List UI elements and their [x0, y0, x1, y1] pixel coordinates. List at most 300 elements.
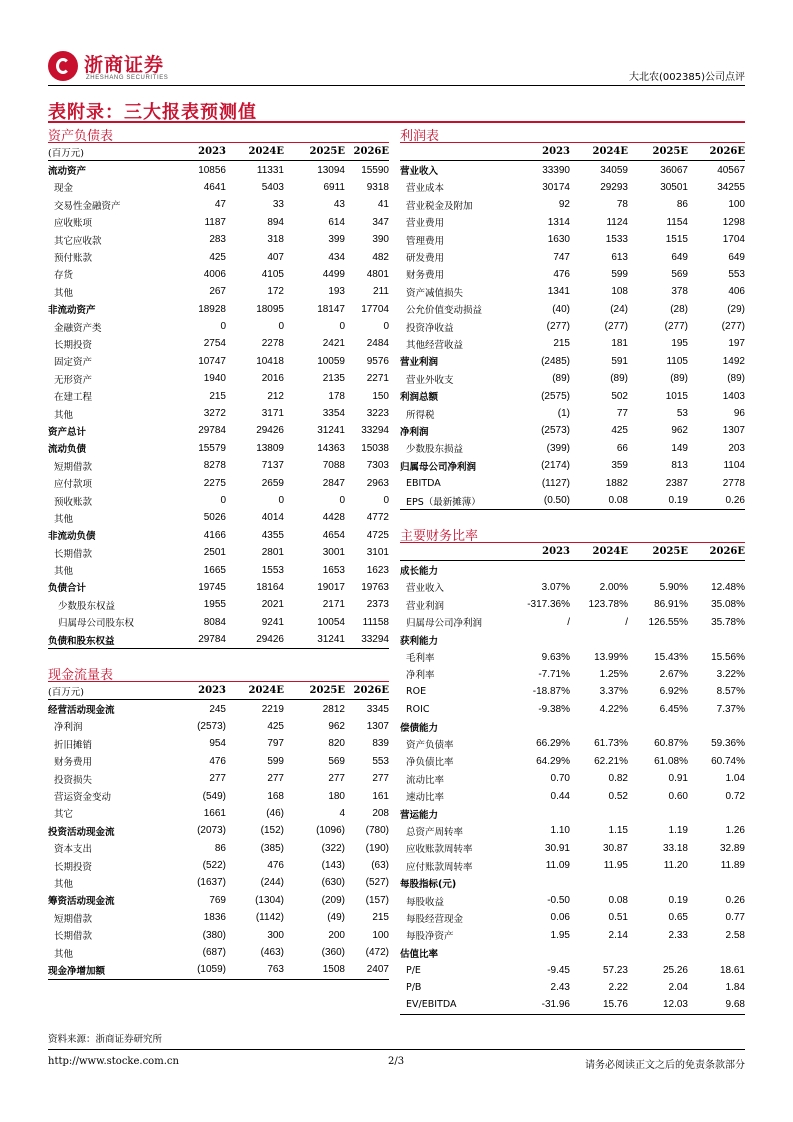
row-value: (527) — [365, 877, 389, 889]
row-value: 3354 — [322, 408, 345, 420]
row-label: 营业收入 — [406, 583, 445, 595]
year-header: 2024E — [226, 143, 284, 161]
row-value: 60.87% — [654, 738, 688, 750]
table-row — [400, 944, 745, 961]
row-label: 预付账款 — [54, 253, 93, 265]
row-label: 获利能力 — [400, 635, 439, 647]
row-label: 营业费用 — [406, 218, 445, 230]
row-value: (24) — [610, 303, 628, 315]
row-value — [570, 805, 628, 822]
table-row — [48, 857, 389, 874]
row-value: 33294 — [345, 631, 389, 649]
row-value: 30174 — [542, 181, 570, 193]
row-label: 其他 — [54, 878, 74, 890]
row-label: 营业利润 — [406, 600, 445, 612]
table-row — [48, 231, 389, 248]
row-value: 18928 — [198, 303, 226, 315]
row-label: 应付账款周转率 — [406, 861, 473, 873]
table-row — [48, 196, 389, 213]
row-label: 每股指标(元) — [400, 879, 457, 891]
table-row — [48, 787, 389, 804]
row-value: (2174) — [541, 460, 570, 472]
row-value: (89) — [610, 373, 628, 385]
row-label: 流动比率 — [406, 774, 445, 786]
row-value: 2812 — [322, 703, 345, 715]
row-value: 2754 — [203, 338, 226, 350]
row-value: 35.78% — [711, 616, 745, 628]
row-label: 交易性金融资产 — [54, 200, 121, 212]
row-value: / — [567, 616, 570, 628]
row-value: 0 — [220, 495, 226, 506]
row-label: 无形资产 — [54, 374, 93, 386]
table-row — [48, 631, 389, 649]
row-value: 13809 — [256, 442, 284, 454]
row-label: 其他 — [54, 513, 74, 525]
row-value: 8.57% — [716, 686, 745, 698]
table-row — [400, 283, 745, 300]
row-value: 11.09 — [545, 860, 570, 872]
row-value: 43 — [333, 199, 345, 211]
row-label: 归属母公司净利润 — [406, 618, 483, 630]
row-value: 0 — [278, 495, 284, 506]
row-value: 3.22% — [716, 668, 745, 680]
row-label: 每股净资产 — [406, 931, 454, 943]
table-row — [48, 944, 389, 961]
table-row — [400, 474, 745, 491]
row-value: 434 — [328, 251, 345, 263]
table-row — [48, 805, 389, 822]
row-value: 11.89 — [720, 860, 745, 872]
row-value: 3101 — [366, 547, 389, 559]
footer-website-link[interactable]: http://www.stocke.com.cn — [48, 1056, 179, 1067]
row-label: 利润总额 — [400, 392, 439, 404]
row-value: 2484 — [366, 338, 389, 350]
row-value: (89) — [552, 373, 570, 385]
row-value — [515, 561, 570, 579]
row-value: 277 — [328, 773, 345, 785]
row-label: P/B — [406, 981, 422, 993]
row-label: 研发费用 — [406, 253, 445, 265]
row-value: 1882 — [605, 477, 628, 489]
row-value: 1653 — [322, 564, 345, 576]
row-value: 34059 — [600, 164, 628, 176]
row-value — [688, 944, 745, 961]
row-value: 3001 — [322, 547, 345, 559]
table-row — [400, 822, 745, 839]
row-label: 存货 — [54, 270, 74, 282]
row-value: (29) — [727, 303, 745, 315]
row-value: (1096) — [316, 825, 345, 837]
row-value: 11.95 — [603, 860, 628, 872]
row-value: 4006 — [203, 268, 226, 280]
row-value: 77 — [616, 408, 628, 420]
year-header: 2023 — [175, 143, 226, 161]
table-row — [400, 440, 745, 457]
row-value: 813 — [671, 460, 688, 472]
table-row — [48, 422, 389, 439]
table-row — [48, 822, 389, 839]
year-header: 2024E — [570, 143, 628, 161]
cashflow-table — [48, 682, 389, 980]
year-header: 2026E — [688, 143, 745, 161]
row-value: 7137 — [261, 460, 284, 472]
row-value: 195 — [671, 338, 688, 350]
table-row — [400, 353, 745, 370]
row-value: 0.26 — [688, 492, 745, 510]
row-value: -9.45 — [547, 964, 570, 976]
table-row — [48, 492, 389, 509]
row-value: 2963 — [366, 477, 389, 489]
row-value: -9.38% — [538, 703, 570, 715]
row-value: 0 — [383, 495, 389, 506]
row-value — [628, 805, 688, 822]
row-value — [688, 805, 745, 822]
row-label: 折旧摊销 — [54, 739, 93, 751]
row-label: ROE — [406, 686, 427, 698]
row-value: 5403 — [261, 181, 284, 193]
row-value: 839 — [372, 738, 389, 750]
row-value: 1955 — [203, 599, 226, 611]
table-row — [400, 492, 745, 510]
row-value: 29784 — [175, 631, 226, 649]
row-label: ROIC — [406, 703, 430, 715]
table-row — [48, 214, 389, 231]
row-label: 固定资产 — [54, 357, 93, 369]
row-value: 96 — [733, 408, 745, 420]
table-row — [400, 683, 745, 700]
row-value: 215 — [372, 912, 389, 924]
row-label: 非流动负债 — [48, 531, 96, 543]
row-value: 2778 — [722, 477, 745, 489]
row-value: 203 — [728, 442, 745, 454]
row-label: 资本支出 — [54, 844, 93, 856]
row-value: 2659 — [261, 477, 284, 489]
row-value: 34255 — [717, 181, 745, 193]
row-label: 短期借款 — [54, 913, 93, 925]
balance-sheet-table — [48, 143, 389, 649]
row-value: 31241 — [317, 425, 345, 437]
table-row — [400, 161, 745, 179]
table-row — [48, 579, 389, 596]
row-value: 108 — [611, 286, 628, 298]
row-value: 35.08% — [711, 599, 745, 611]
row-value: (89) — [727, 373, 745, 385]
row-value: (277) — [721, 321, 745, 333]
row-value: 31241 — [284, 631, 345, 649]
row-value: 4725 — [366, 529, 389, 541]
table-row — [48, 892, 389, 909]
row-value: (277) — [664, 321, 688, 333]
row-value: 0 — [383, 321, 389, 333]
row-value: 1.15 — [608, 825, 628, 837]
row-value: / — [625, 616, 628, 628]
row-value: 0.44 — [550, 790, 570, 802]
row-value: (157) — [365, 894, 389, 906]
table-row — [48, 509, 389, 526]
row-value: 5.90% — [659, 581, 688, 593]
header-blank — [400, 543, 515, 561]
row-label: 在建工程 — [54, 392, 93, 404]
row-value: 4166 — [203, 529, 226, 541]
row-value: 0.08 — [608, 895, 628, 906]
row-value: 1307 — [722, 425, 745, 437]
table-row — [400, 770, 745, 787]
row-value: 954 — [209, 738, 226, 750]
row-value: 78 — [616, 199, 628, 211]
balance-sheet-title: 资产负债表 — [48, 129, 114, 144]
row-value: 62.21% — [594, 755, 628, 767]
row-value: 9318 — [366, 181, 389, 193]
row-value: 962 — [328, 720, 345, 732]
zheshang-logo — [48, 48, 198, 88]
table-row — [400, 805, 745, 822]
row-label: 应收账项 — [54, 218, 93, 230]
table-row — [48, 926, 389, 943]
ratios-table — [400, 543, 745, 1015]
table-row — [400, 301, 745, 318]
row-label: 营业外收支 — [406, 374, 454, 386]
row-label: 其他 — [54, 409, 74, 421]
row-value: 245 — [209, 703, 226, 715]
table-row — [48, 527, 389, 544]
row-value: 2271 — [366, 373, 389, 385]
year-header: 2026E — [688, 543, 745, 561]
row-value: 4772 — [366, 512, 389, 524]
row-value: 569 — [671, 268, 688, 280]
row-value: 30501 — [660, 181, 688, 193]
year-header: 2025E — [628, 543, 688, 561]
row-value: 4801 — [366, 268, 389, 280]
row-value — [628, 944, 688, 961]
row-value: 18164 — [256, 581, 284, 593]
row-value: 0.72 — [725, 790, 745, 802]
row-value: 1.19 — [668, 825, 688, 837]
row-value: 215 — [209, 390, 226, 402]
row-label: 净利润 — [400, 426, 429, 438]
row-value: 13094 — [317, 164, 345, 176]
row-value: 277 — [267, 773, 284, 785]
row-value: (780) — [365, 825, 389, 837]
row-label: 总资产周转率 — [406, 826, 464, 838]
row-value: 1940 — [203, 373, 226, 385]
row-label: 其它应收款 — [54, 235, 102, 247]
table-row — [48, 353, 389, 370]
row-label: 负债合计 — [48, 583, 87, 595]
row-value: 894 — [267, 216, 284, 228]
row-value: (46) — [266, 807, 284, 819]
row-value: 36067 — [660, 164, 688, 176]
row-value: (399) — [546, 442, 570, 454]
row-value: 649 — [728, 251, 745, 263]
row-label: 速动比率 — [406, 792, 445, 804]
row-value: 1.26 — [725, 825, 745, 837]
row-value: 1307 — [366, 720, 389, 732]
row-label: 短期借款 — [54, 461, 93, 473]
disclaimer-note: 请务必阅读正文之后的免责条款部分 — [585, 1060, 745, 1071]
row-value: 13.99% — [594, 651, 628, 663]
row-value: 32.89 — [719, 842, 745, 854]
table-row — [48, 387, 389, 404]
row-value: 747 — [553, 251, 570, 263]
row-value: (89) — [670, 373, 688, 385]
row-value: 12.03 — [628, 996, 688, 1014]
row-label: 营业利润 — [400, 357, 439, 369]
table-row — [400, 318, 745, 335]
row-value: 53 — [676, 408, 688, 420]
row-value: (244) — [260, 877, 284, 889]
ratios-title: 主要财务比率 — [400, 529, 479, 544]
row-value: 18095 — [256, 303, 284, 315]
row-value: 2.14 — [608, 929, 628, 941]
row-value: 15590 — [361, 164, 389, 176]
row-label: EBITDA — [406, 477, 441, 489]
row-value: 425 — [611, 425, 628, 437]
row-label: 营运资金变动 — [54, 792, 112, 804]
row-label: 现金净增加额 — [48, 961, 175, 979]
row-value: 86 — [214, 842, 226, 854]
table-row — [48, 405, 389, 422]
row-value: 6.92% — [659, 686, 688, 698]
row-value: 1104 — [723, 460, 745, 472]
row-label: 归属母公司股东权 — [58, 618, 135, 630]
row-label: 财务费用 — [54, 757, 93, 769]
year-header: 2024E — [226, 682, 284, 700]
row-value: 407 — [267, 251, 284, 263]
row-label: 投资活动现金流 — [48, 826, 115, 838]
table-row — [400, 909, 745, 926]
table-row — [400, 266, 745, 283]
row-label: 资产负债率 — [406, 739, 454, 751]
row-value: 215 — [553, 338, 570, 350]
row-value: 6.45% — [659, 703, 688, 715]
unit-label: (百万元) — [48, 143, 175, 161]
row-value: 1124 — [606, 216, 628, 228]
row-value: 4355 — [261, 529, 284, 541]
row-value: 181 — [611, 338, 628, 350]
row-value: 149 — [671, 442, 688, 454]
row-value: 41 — [377, 199, 389, 211]
row-value: 2171 — [322, 599, 345, 611]
row-value: 1492 — [722, 355, 745, 367]
row-value: 29426 — [256, 425, 284, 437]
row-value: 0.70 — [550, 773, 570, 785]
row-value: 178 — [328, 390, 345, 402]
row-value: 2275 — [203, 477, 226, 489]
row-value: 66.29% — [536, 738, 570, 750]
row-value: (1059) — [175, 961, 226, 979]
row-value: -317.36% — [527, 599, 570, 611]
row-value: 406 — [728, 286, 745, 298]
row-label: 资产减值损失 — [406, 287, 464, 299]
row-label: 长期投资 — [54, 861, 93, 873]
row-value: 17704 — [361, 303, 389, 315]
row-value: (2073) — [197, 825, 226, 837]
table-row — [400, 648, 745, 665]
row-value: 208 — [372, 807, 389, 819]
row-value: 64.29% — [536, 755, 570, 767]
row-value: 962 — [671, 425, 688, 437]
row-value: 569 — [328, 755, 345, 767]
row-label: 每股收益 — [406, 896, 445, 908]
row-value: 2501 — [203, 547, 226, 559]
row-value — [688, 718, 745, 735]
row-value: 1.25% — [599, 668, 628, 680]
row-value: 591 — [611, 355, 628, 367]
row-value: 2407 — [345, 961, 389, 979]
row-value: (143) — [321, 860, 345, 872]
row-value — [628, 561, 688, 579]
row-value: 7088 — [322, 460, 345, 472]
row-value: 1314 — [547, 216, 570, 228]
row-value: 3345 — [366, 703, 389, 715]
row-value: -31.96 — [515, 996, 570, 1014]
row-value: 10059 — [317, 355, 345, 367]
row-value: 1187 — [204, 216, 226, 228]
row-value: (360) — [321, 947, 345, 959]
row-value: (1142) — [255, 912, 284, 924]
table-row — [400, 457, 745, 474]
row-value: 318 — [267, 234, 284, 246]
row-value: 283 — [209, 234, 226, 246]
row-value: (1127) — [541, 477, 570, 489]
table-row — [400, 370, 745, 387]
row-value: 11331 — [256, 164, 284, 176]
row-value: 553 — [372, 755, 389, 767]
row-label: 成长能力 — [400, 566, 439, 578]
row-value: 4428 — [322, 512, 345, 524]
table-header-row — [48, 682, 389, 700]
table-row — [400, 666, 745, 683]
row-value: 2.04 — [668, 981, 688, 993]
table-row — [400, 718, 745, 735]
row-label: 长期借款 — [54, 931, 93, 943]
row-value: 0.52 — [608, 790, 628, 802]
table-row — [400, 405, 745, 422]
table-header-row — [400, 143, 745, 161]
row-value: 3223 — [366, 408, 389, 420]
row-value: 613 — [611, 251, 628, 263]
row-value: 820 — [328, 738, 345, 750]
row-value: (1637) — [197, 877, 226, 889]
table-row — [48, 614, 389, 631]
row-value: 0.82 — [608, 773, 628, 785]
footer-divider — [48, 1049, 745, 1050]
row-value: (1) — [557, 408, 570, 420]
row-value: 59.36% — [711, 738, 745, 750]
row-value: 1661 — [203, 807, 226, 819]
table-row — [400, 196, 745, 213]
row-value: 1403 — [722, 390, 745, 402]
row-value: 2021 — [261, 599, 284, 611]
row-label: 其他 — [54, 566, 74, 578]
row-value: 425 — [267, 720, 284, 732]
table-row — [400, 735, 745, 752]
row-value: 0.19 — [628, 492, 688, 510]
row-value: 4654 — [322, 529, 345, 541]
row-value: -18.87% — [532, 686, 570, 698]
row-value: 2278 — [261, 338, 284, 350]
row-label: 营业税金及附加 — [406, 200, 473, 212]
table-row — [400, 892, 745, 909]
row-value: 2135 — [322, 373, 345, 385]
row-label: 营业成本 — [406, 183, 445, 195]
row-value: 347 — [372, 216, 389, 228]
row-value: (630) — [321, 877, 345, 889]
row-value — [570, 944, 628, 961]
row-value: 277 — [209, 773, 226, 785]
row-value: 19763 — [361, 581, 389, 593]
row-label: 营运能力 — [400, 809, 439, 821]
